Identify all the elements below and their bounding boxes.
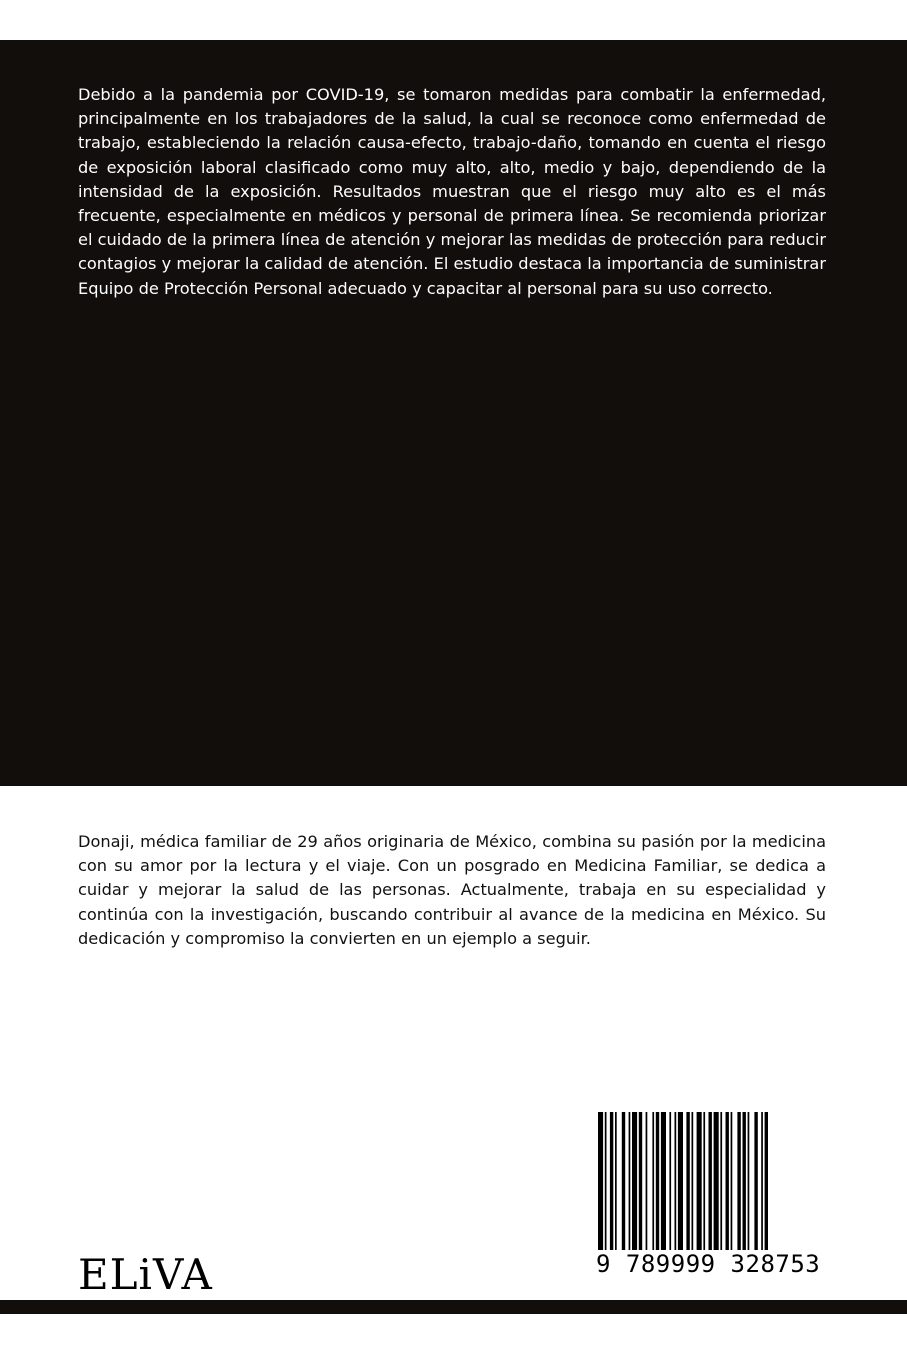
barcode-bar [692, 1112, 694, 1252]
barcode-bar [669, 1112, 671, 1252]
barcode-bar [610, 1112, 613, 1252]
barcode-bar [737, 1112, 740, 1252]
bottom-band [0, 1300, 907, 1314]
barcode-bar [731, 1112, 733, 1252]
barcode-bar [714, 1112, 719, 1252]
barcode-bar [675, 1112, 677, 1252]
author-bio: Donaji, médica familiar de 29 años originaria de México, combina su pasión por la medicina con su amor por la lectura y el viaje. Con un posgrado en Medicina Familiar, se dedica a cuidar y mejorar la salud de las personas. Actualmente, trabaja en su especialidad y continúa con la investigación, buscando contribuir al avance de la medicina en México. Su dedicación y compromiso la convierten en un ejemplo a seguir. [78, 832, 826, 948]
publisher-name: ELiVA [78, 1250, 213, 1299]
barcode-bar [761, 1112, 763, 1252]
barcode-bar [748, 1112, 750, 1252]
barcode-bar [661, 1112, 666, 1252]
barcode-bar [709, 1112, 712, 1252]
barcode-bar [622, 1112, 625, 1252]
book-synopsis: Debido a la pandemia por COVID-19, se tomaron medidas para combatir la enfermedad, principalmente en los trabajadores de la salud, la cual se reconoce como enfermedad de trabajo, estableciendo la relación causa-efecto, trabajo-daño, tomando en cuenta el riesgo de exposición laboral clasificado como muy alto, alto, medio y bajo, dependiendo de la intensidad de la exposición. Resultados muestran que el riesgo muy alto es el más frecuente, especialmente en médicos y personal de primera línea. Se recomienda priorizar el cuidado de la primera línea de atención y mejorar las medidas de protección para reducir contagios y mejorar la calidad de atención. El estudio destaca la importancia de suministrar Equipo de Protección Personal adecuado y capacitar al personal para su uso correcto. [78, 85, 826, 298]
barcode-bar [605, 1112, 607, 1252]
barcode-bar [639, 1112, 642, 1252]
barcode-bar [598, 1112, 603, 1252]
barcode-bar [754, 1112, 757, 1252]
barcode-bar [765, 1112, 768, 1252]
barcode-bar [703, 1112, 705, 1252]
barcode-bar [720, 1112, 722, 1252]
barcode-bar [615, 1112, 617, 1252]
barcode-bar [629, 1112, 631, 1252]
barcode-bar [652, 1112, 654, 1252]
barcode-bar [697, 1112, 702, 1252]
barcode-bar [656, 1112, 659, 1252]
barcode-bar [743, 1112, 746, 1252]
barcode-bar [678, 1112, 683, 1252]
barcode-bar [646, 1112, 648, 1252]
barcode-bar [686, 1112, 689, 1252]
barcode-bar [632, 1112, 637, 1252]
isbn-number: 9 789999 328753 [596, 1250, 821, 1278]
barcode-bar [726, 1112, 729, 1252]
barcode-bars [590, 1112, 826, 1252]
